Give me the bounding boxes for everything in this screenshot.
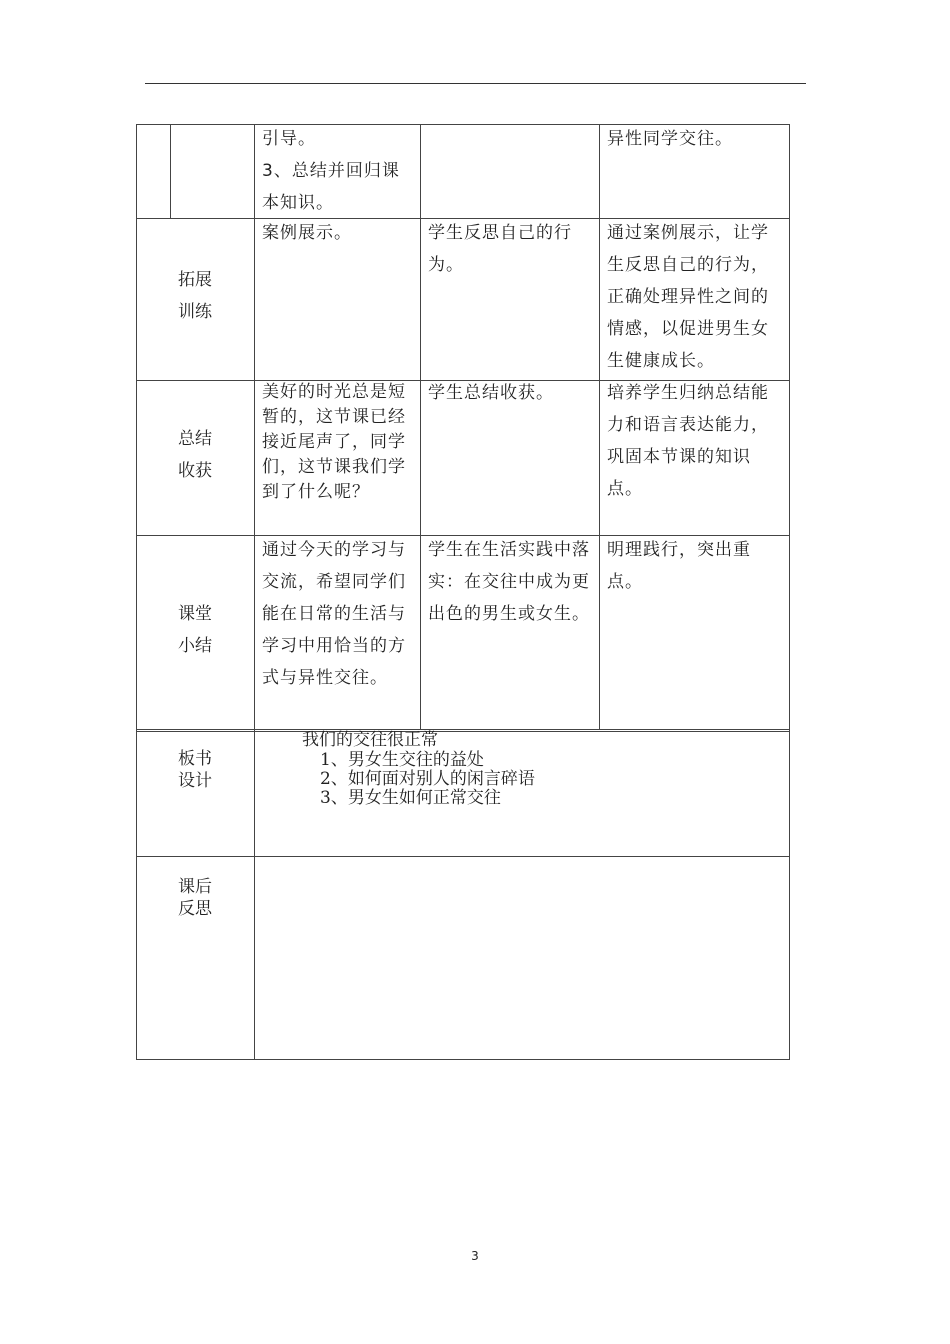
tuozhan-activity: 案例展示。 — [262, 223, 352, 243]
tuozhan-intent: 通过案例展示，让学生反思自己的行为，正确处理异性之间的情感，以促进男生女生健康成长。 — [607, 223, 769, 371]
cont-intent: 异性同学交往。 — [607, 129, 733, 149]
xiaojie-label: 课堂 小结 — [178, 604, 212, 656]
header-rule — [145, 83, 806, 84]
zongjie-student: 学生总结收获。 — [428, 383, 554, 403]
tuozhan-label: 拓展 训练 — [178, 270, 212, 322]
tuozhan-student: 学生反思自己的行为。 — [428, 223, 572, 275]
page-number: 3 — [471, 1249, 479, 1263]
board-label: 板书 设计 — [178, 749, 212, 791]
xiaojie-activity: 通过今天的学习与交流，希望同学们能在日常的生活与学习中用恰当的方式与异性交往。 — [262, 540, 406, 688]
reflection-label: 课后 反思 — [178, 877, 212, 919]
board-item-1: 1、男女生交往的益处 — [320, 750, 484, 770]
zongjie-intent: 培养学生归纳总结能力和语言表达能力，巩固本节课的知识点。 — [607, 383, 769, 499]
board-item-2: 2、如何面对别人的闲言碎语 — [320, 769, 535, 789]
board-item-3: 3、男女生如何正常交往 — [320, 788, 501, 808]
zongjie-label: 总结 收获 — [178, 429, 212, 481]
cont-activity: 引导。 3、总结并回归课本知识。 — [262, 129, 400, 213]
xiaojie-student: 学生在生活实践中落实：在交往中成为更出色的男生或女生。 — [428, 540, 590, 624]
xiaojie-intent: 明理践行，突出重点。 — [607, 540, 751, 592]
board-title: 我们的交往很正常 — [302, 730, 438, 750]
zongjie-activity: 美好的时光总是短暂的，这节课已经接近尾声了，同学们，这节课我们学到了什么呢？ — [262, 382, 406, 502]
